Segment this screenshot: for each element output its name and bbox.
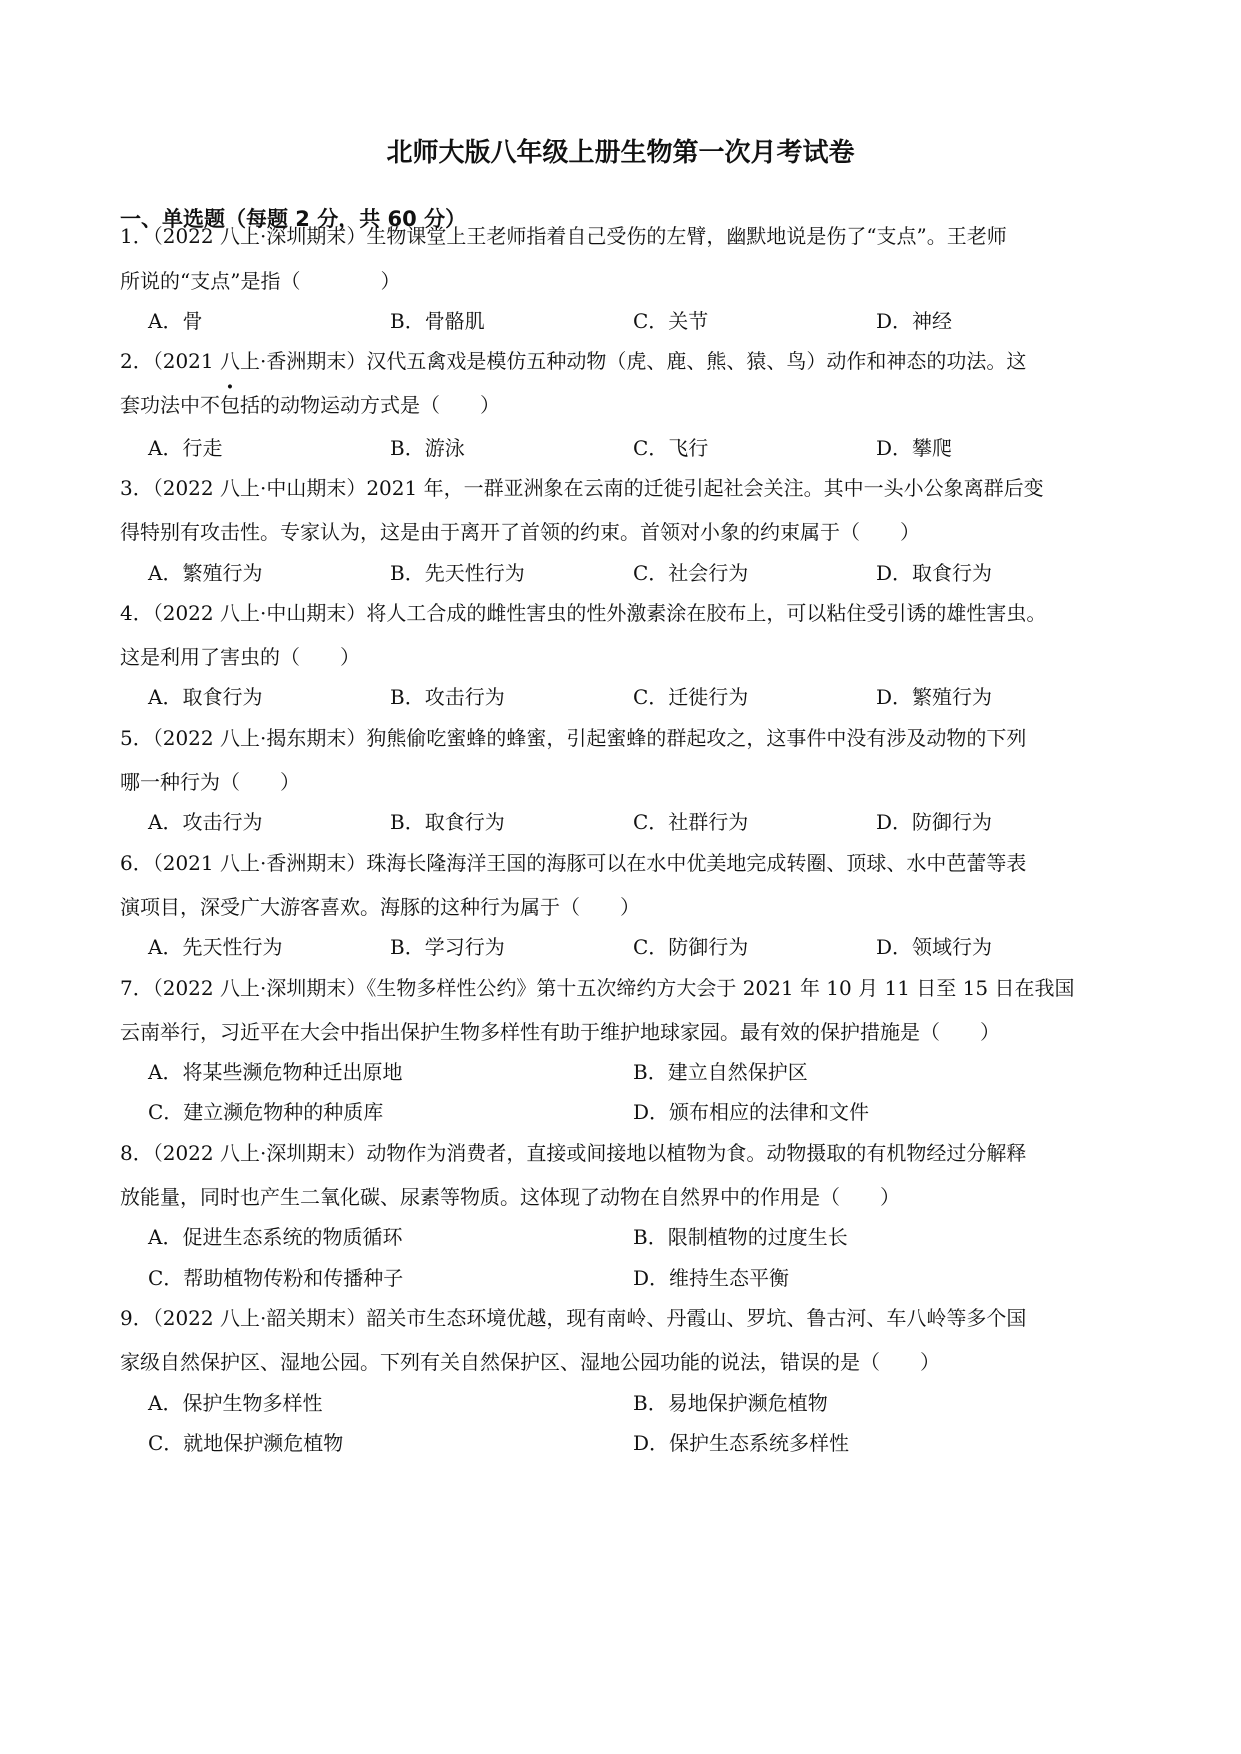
question-9-option-c: C．就地保护濒危植物 [148,1431,344,1455]
question-7-option-d: D．颁布相应的法律和文件 [633,1100,870,1124]
question-2-line-2-start: 套功法中 [120,393,200,417]
question-5-line-1: 5．（2022 八上·揭东期末）狗熊偷吃蜜蜂的蜂蜜，引起蜜蜂的群起攻之，这事件中没有涉及动物的下列 [120,726,1027,750]
question-8-line-2: 放能量，同时也产生二氧化碳、尿素等物质。这体现了动物在自然界中的作用是（ ） [120,1185,900,1209]
question-8-option-c: C．帮助植物传粉和传播种子 [148,1266,404,1290]
question-3-line-1: 3．（2022 八上·中山期末）2021 年，一群亚洲象在云南的迁徙引起社会关注。其中一头小公象离群后变 [120,476,1044,500]
question-1-option-b: B．骨骼肌 [390,309,485,333]
question-7-line-2: 云南举行，习近平在大会中指出保护生物多样性有助于维护地球家园。最有效的保护措施是（ ） [120,1020,1000,1044]
question-5-line-2: 哪一种行为（ ） [120,770,300,794]
question-9-option-b: B．易地保护濒危植物 [633,1391,828,1415]
question-7-option-a: A．将某些濒危物种迁出原地 [148,1060,403,1084]
question-1-option-a: A．骨 [148,309,203,333]
question-4-option-c: C．迁徙行为 [633,685,749,709]
exam-title: 北师大版八年级上册生物第一次月考试卷 [386,138,855,168]
question-2-line-2-end: 的动物运动方式是（ ） [260,393,500,417]
question-5-option-c: C．社群行为 [633,810,749,834]
question-7-option-c: C．建立濒危物种的种质库 [148,1100,384,1124]
question-7-line-1: 7．（2022 八上·深圳期末）《生物多样性公约》第十五次缔约方大会于 2021 年 10 月 11 日至 15 日在我国 [120,976,1075,1000]
question-4-line-1: 4．（2022 八上·中山期末）将人工合成的雌性害虫的性外激素涂在胶布上，可以粘住受引诱的雄性害虫。 [120,601,1047,625]
question-2-option-b: B．游泳 [390,436,465,460]
question-2-line-1: 2．（2021 八上·香洲期末）汉代五禽戏是模仿五种动物（虎、鹿、熊、猿、鸟）动作和神态的功法。这 [120,349,1027,373]
question-9-line-2: 家级自然保护区、湿地公园。下列有关自然保护区、湿地公园功能的说法，错误的是（ ） [120,1350,940,1374]
question-5-option-d: D．防御行为 [876,810,993,834]
question-6-option-d: D．领域行为 [876,935,993,959]
question-1-option-d: D．神经 [876,309,953,333]
question-1-option-c: C．关节 [633,309,709,333]
question-6-option-c: C．防御行为 [633,935,749,959]
question-3-option-c: C．社会行为 [633,561,749,585]
section-heading: 一、单选题（每题 2 分，共 60 分） [120,207,467,231]
question-6-line-2: 演项目，深受广大游客喜欢。海豚的这种行为属于（ ） [120,895,640,919]
question-2-option-a: A．行走 [148,436,223,460]
question-6-option-a: A．先天性行为 [148,935,283,959]
question-2-option-c: C．飞行 [633,436,709,460]
question-8-option-b: B．限制植物的过度生长 [633,1225,848,1249]
question-3-option-b: B．先天性行为 [390,561,525,585]
question-4-option-b: B．攻击行为 [390,685,505,709]
question-9-option-a: A．保护生物多样性 [148,1391,323,1415]
question-9-line-1: 9．（2022 八上·韶关期末）韶关市生态环境优越，现有南岭、丹霞山、罗坑、鲁古河、车八岭等多个国 [120,1306,1027,1330]
question-6-line-1: 6．（2021 八上·香洲期末）珠海长隆海洋王国的海豚可以在水中优美地完成转圈、顶球、水中芭蕾等表 [120,851,1027,875]
question-8-option-a: A．促进生态系统的物质循环 [148,1225,403,1249]
emphasis-not-included: 不包括 [200,393,260,417]
question-3-option-a: A．繁殖行为 [148,561,263,585]
question-2-option-d: D．攀爬 [876,436,953,460]
question-3-line-2: 得特别有攻击性。专家认为，这是由于离开了首领的约束。首领对小象的约束属于（ ） [120,520,920,544]
question-3-option-d: D．取食行为 [876,561,993,585]
question-8-option-d: D．维持生态平衡 [633,1266,790,1290]
question-7-option-b: B．建立自然保护区 [633,1060,808,1084]
question-2-line-2 [120,391,500,419]
question-5-option-b: B．取食行为 [390,810,505,834]
question-9-option-d: D．保护生态系统多样性 [633,1431,850,1455]
question-6-option-b: B．学习行为 [390,935,505,959]
question-4-line-2: 这是利用了害虫的（ ） [120,645,360,669]
question-4-option-d: D．繁殖行为 [876,685,993,709]
question-1-line-1: 1．（2022 八上·深圳期末）生物课堂上王老师指着自己受伤的左臂，幽默地说是伤了“支点”。王老师 [120,224,1007,248]
question-5-option-a: A．攻击行为 [148,810,263,834]
question-1-line-2: 所说的“支点”是指（ ） [120,269,401,293]
question-4-option-a: A．取食行为 [148,685,263,709]
question-8-line-1: 8．（2022 八上·深圳期末）动物作为消费者，直接或间接地以植物为食。动物摄取的有机物经过分解释 [120,1141,1027,1165]
